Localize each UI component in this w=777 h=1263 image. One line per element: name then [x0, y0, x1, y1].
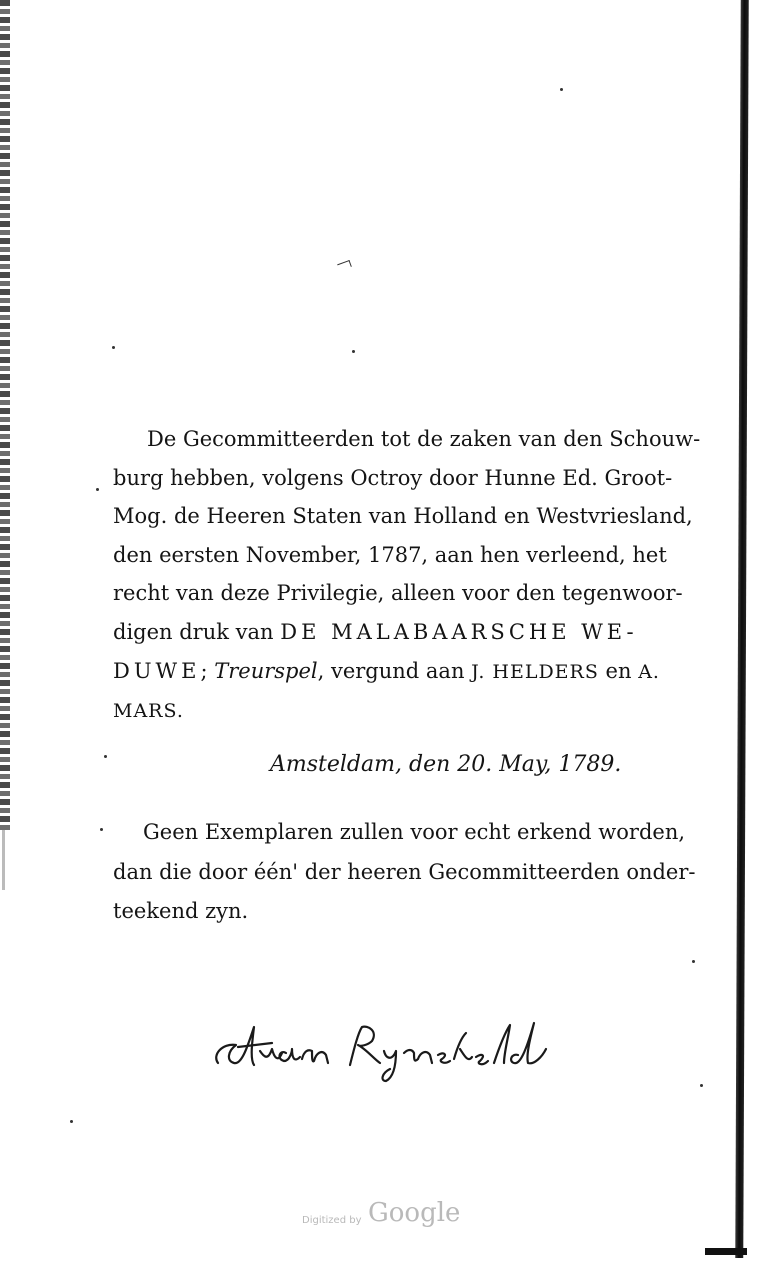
ink-speck: [96, 488, 99, 491]
ink-speck: [112, 346, 115, 349]
genre-separator: ;: [200, 658, 215, 683]
ink-speck: [70, 1120, 73, 1123]
place-date-line: [270, 752, 710, 777]
printer-1: J. HELDERS: [471, 660, 599, 683]
privilege-line-1: De Gecommitteerden tot de zaken van den Schouw-: [147, 427, 701, 451]
work-genre: Treurspel: [214, 658, 318, 683]
privilege-line-6-start: digen druk van: [113, 619, 281, 644]
privilege-line-3: Mog. de Heeren Staten van Holland en Westvriesland,: [113, 504, 693, 529]
page-left-edge-shadow-lower: [2, 830, 5, 890]
privilege-paragraph: [113, 420, 713, 731]
notice-line-3: teekend zyn.: [113, 899, 249, 923]
privilege-line-4: den eersten November, 1787, aan hen verleend, het: [113, 542, 667, 567]
authenticity-notice: [113, 813, 713, 932]
digitized-watermark: [302, 1198, 492, 1238]
ink-speck: [104, 755, 107, 758]
notice-line-1: Geen Exemplaren zullen voor echt erkend worden,: [143, 820, 686, 844]
privilege-line-5: recht van deze Privilegie, alleen voor den tegenwoor-: [113, 581, 683, 606]
ink-speck: [692, 960, 695, 963]
page-bottom-ink-mark: [705, 1248, 747, 1255]
privilege-line-2: burg hebben, volgens Octroy door Hunne Ed. Groot-: [113, 465, 673, 490]
ink-mark-caret: [337, 260, 352, 271]
printer-conjunction: en: [598, 658, 639, 683]
google-logo: Google: [368, 1198, 461, 1228]
ink-speck: [700, 1084, 703, 1087]
printer-2-surname: MARS.: [113, 700, 184, 723]
notice-line-2: dan die door één' der heeren Gecommitteerden onder-: [113, 859, 696, 884]
ink-speck: [100, 828, 103, 831]
place-date-separator: , den: [395, 752, 458, 777]
work-title-part-2: DUWE: [113, 658, 201, 683]
after-genre: , vergund aan: [317, 658, 472, 683]
ink-speck: [560, 88, 563, 91]
page-left-edge-shadow: [0, 0, 10, 830]
place-name: Amsteldam: [270, 752, 395, 777]
issue-date: 20. May, 1789.: [457, 752, 622, 777]
work-title-part-1: DE MALABAARSCHE WE-: [280, 619, 638, 644]
page-right-edge-shadow: [735, 0, 748, 1258]
ink-speck: [352, 350, 355, 353]
printer-2-initial: A.: [638, 660, 660, 683]
watermark-prefix: Digitized by: [302, 1215, 362, 1226]
signature-text: A van Ryneveld: [208, 1005, 216, 1006]
handwritten-signature: [208, 1005, 568, 1085]
